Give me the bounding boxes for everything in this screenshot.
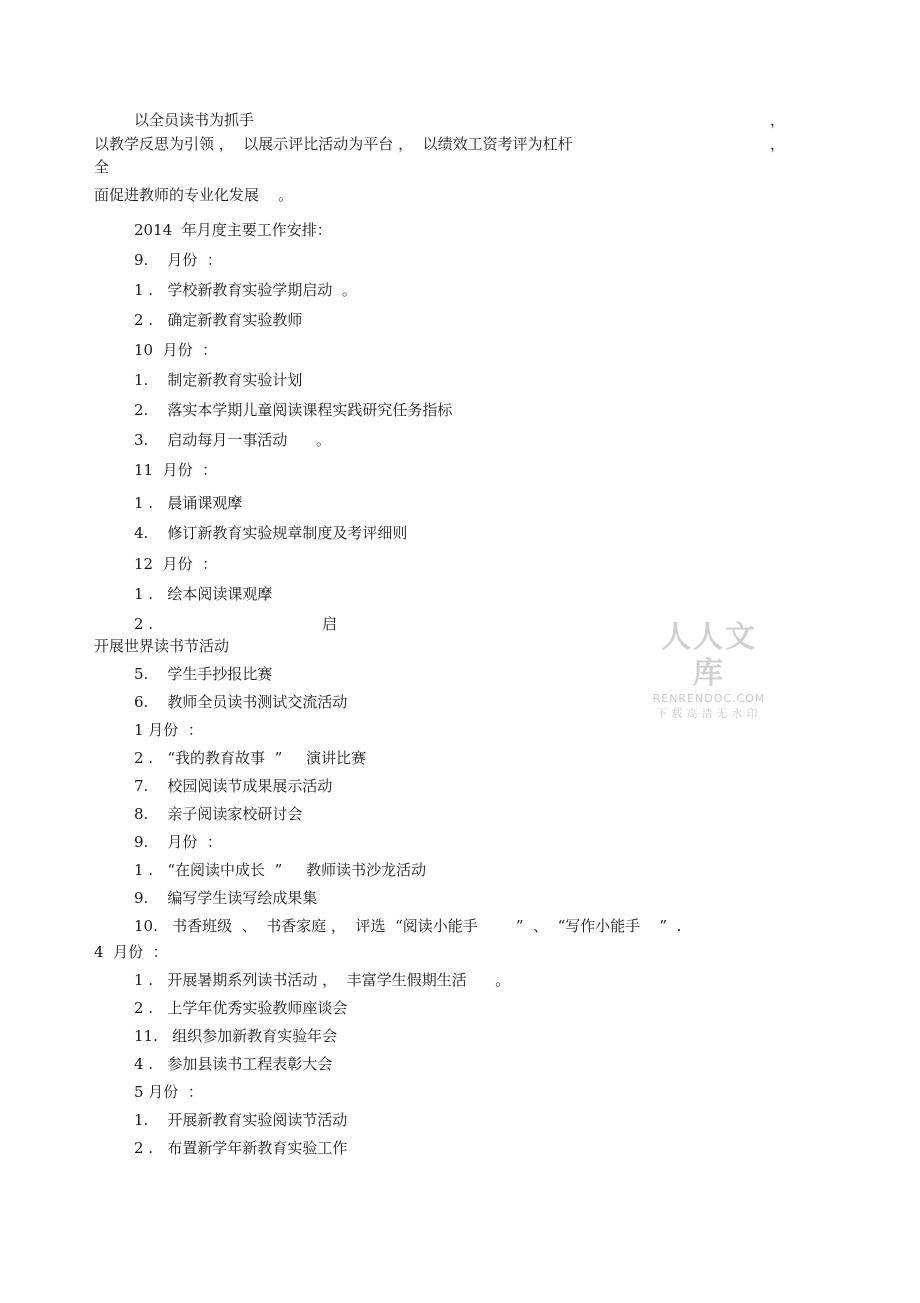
text-line: 7. 校园阅读节成果展示活动 (134, 777, 333, 795)
text-line: 以全员读书为抓手 (134, 111, 255, 129)
text-line: 5 月份 ： (134, 1083, 203, 1101)
text-line: 开展世界读书节活动 (94, 637, 230, 655)
text-line: 1 . “在阅读中成长 ” 教师读书沙龙活动 (134, 861, 427, 879)
text-line: 10. 书香班级 、 书香家庭 ， 评选 “阅读小能手 ” 、 “写作小能手 ” . (134, 917, 682, 935)
text-line: 4 . 参加县读书工程表彰大会 (134, 1055, 333, 1073)
text-line: 12 月份 ： (134, 555, 218, 573)
text-line: 以教学反思为引领 ， 以展示评比活动为平台 ， 以绩效工资考评为杠杆 (94, 135, 573, 153)
watermark-url: RENRENDOC.COM (652, 692, 766, 705)
watermark-subtitle: 下载高清无水印 (656, 707, 762, 720)
text-line: 11. 组织参加新教育实验年会 (134, 1027, 338, 1045)
text-line: 2 . 布置新学年新教育实验工作 (134, 1139, 348, 1157)
text-line: 4 月份 ： (94, 943, 168, 961)
text-line: 1. 开展新教育实验阅读节活动 (134, 1111, 348, 1129)
text-line: 3. 启动每月一事活动 。 (134, 431, 331, 449)
text-line: 启 (322, 615, 338, 633)
text-line: ， (770, 111, 786, 129)
text-line: 9. 月份 ： (134, 251, 222, 269)
text-line: 6. 教师全员读书测试交流活动 (134, 693, 348, 711)
text-line: 1 . 晨诵课观摩 (134, 494, 243, 512)
text-line: 2014 年月度主要工作安排： (134, 221, 332, 239)
text-line: 面促进教师的专业化发展 。 (94, 186, 294, 204)
text-line: 全 (94, 158, 110, 176)
text-line: 8. 亲子阅读家校研讨会 (134, 805, 303, 823)
text-line: 2 . 确定新教育实验教师 (134, 311, 303, 329)
text-line: 5. 学生手抄报比赛 (134, 665, 273, 683)
text-line: 4. 修订新教育实验规章制度及考评细则 (134, 524, 408, 542)
text-line: 1 . 绘本阅读课观摩 (134, 585, 273, 603)
text-line: ， (770, 135, 786, 153)
text-line: 1 . 学校新教育实验学期启动 。 (134, 281, 357, 299)
text-line: 1 月份 ： (134, 721, 203, 739)
watermark-logo-text: 人人文库 (661, 620, 757, 691)
text-line: 2 . (134, 615, 154, 633)
text-line: 10 月份 ： (134, 341, 218, 359)
text-line: 2. 落实本学期儿童阅读课程实践研究任务指标 (134, 401, 453, 419)
text-line: 1 . 开展暑期系列读书活动 ， 丰富学生假期生活 。 (134, 971, 511, 989)
text-line: 2 . “我的教育故事 ” 演讲比赛 (134, 749, 367, 767)
text-line: 9. 月份 ： (134, 833, 222, 851)
text-line: 9. 编写学生读写绘成果集 (134, 889, 318, 907)
text-line: 11 月份 ： (134, 461, 218, 479)
text-line: 2 . 上学年优秀实验教师座谈会 (134, 999, 348, 1017)
watermark (646, 620, 772, 722)
text-line: 1. 制定新教育实验计划 (134, 371, 303, 389)
